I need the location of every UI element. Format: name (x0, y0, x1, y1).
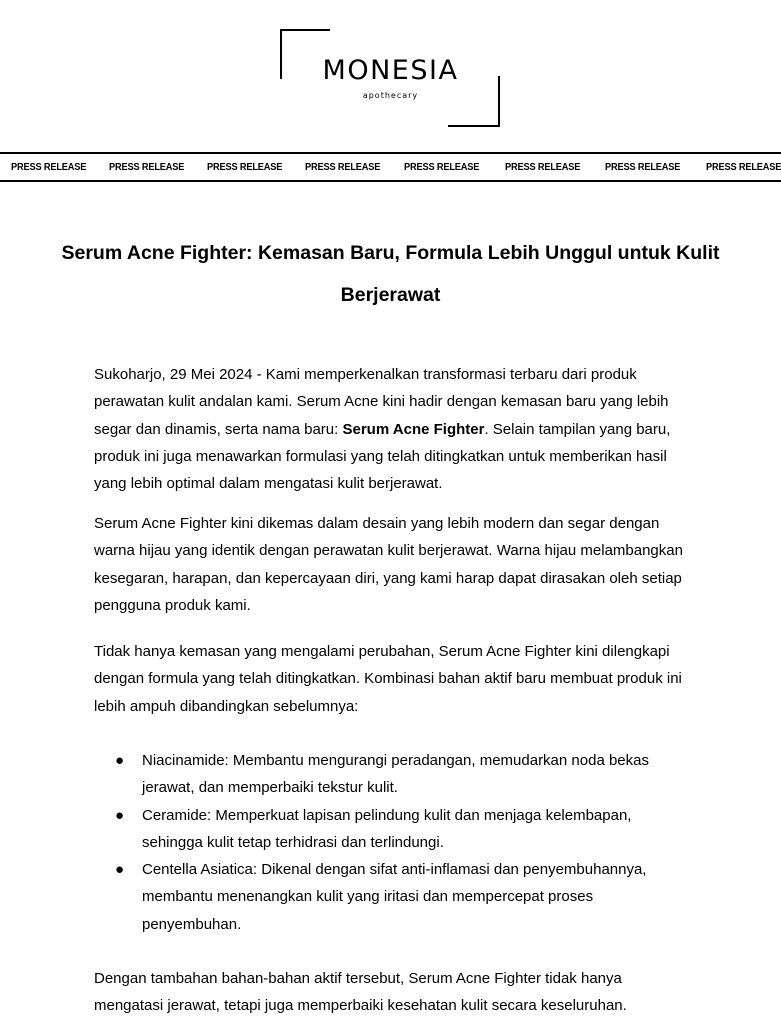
press-release-label: PRESS RELEASE (207, 161, 283, 173)
packaging-paragraph: Serum Acne Fighter kini dikemas dalam desain yang lebih modern dan segar dengan warna hijau yang identik dengan perawatan kulit berjerawat. Warna hijau melambangkan kesegaran, harapan, dan kepercayaan diri, yang kami harap dapat dirasakan oleh setiap pengguna produk kami. (94, 515, 683, 614)
formula-paragraph: Tidak hanya kemasan yang mengalami perubahan, Serum Acne Fighter kini dilengkapi dengan formula yang telah ditingkatkan. Kombinasi bahan aktif baru membuat produk ini lebih ampuh dibandingkan sebelumnya: (94, 643, 682, 715)
bullet-icon: ● (115, 861, 125, 879)
press-release-banner (0, 152, 781, 182)
ingredient-text: Niacinamide: Membantu mengurangi peradangan, memudarkan noda bekas jerawat, dan memperbaiki tekstur kulit. (142, 752, 649, 797)
bullet-icon: ● (115, 806, 125, 824)
product-name: Serum Acne Fighter (342, 420, 485, 438)
intro-text-continued: . Selain tampilan yang baru, produk ini juga menawarkan formulasi yang telah ditingkatkan untuk memberikan hasil yang lebih optimal dalam mengatasi kulit berjerawat. (94, 420, 671, 493)
press-release-label: PRESS RELEASE (505, 161, 581, 173)
ingredient-list (94, 747, 694, 938)
closing-paragraph: Dengan tambahan bahan-bahan aktif tersebut, Serum Acne Fighter tidak hanya mengatasi jerawat, tetapi juga memperbaiki kesehatan kulit secara keseluruhan. (94, 970, 627, 1015)
article-title: Serum Acne Fighter: Kemasan Baru, Formula Lebih Unggul untuk Kulit Berjerawat (61, 242, 720, 306)
ingredient-text: Centella Asiatica: Dikenal dengan sifat anti-inflamasi dan penyembuhannya, membantu menenangkan kulit yang iritasi dan mempercepat proses penyembuhan. (142, 861, 647, 933)
list-item (94, 747, 682, 802)
press-release-label: PRESS RELEASE (404, 161, 480, 173)
press-release-label: PRESS RELEASE (305, 161, 381, 173)
ingredient-text: Ceramide: Memperkuat lapisan pelindung kulit dan menjaga kelembapan, sehingga kulit tetap terhidrasi dan terlindungi. (142, 806, 632, 851)
press-release-label: PRESS RELEASE (109, 161, 185, 173)
list-item (94, 856, 682, 938)
brand-name: MONESIA (322, 55, 459, 86)
bullet-icon: ● (115, 752, 125, 769)
brand-tagline: apothecary (362, 91, 419, 100)
intro-paragraph (94, 361, 694, 497)
list-item (94, 802, 682, 857)
press-release-label: PRESS RELEASE (11, 161, 87, 173)
brand-logo (0, 0, 781, 140)
press-release-label: PRESS RELEASE (605, 161, 681, 173)
intro-text: Sukoharjo, 29 Mei 2024 - Kami memperkenalkan transformasi terbaru dari produk perawatan kulit andalan kami. Serum Acne kini hadir dengan kemasan baru yang lebih segar dan dinamis, serta nama baru: (94, 366, 669, 438)
press-release-label: PRESS RELEASE (706, 161, 781, 173)
